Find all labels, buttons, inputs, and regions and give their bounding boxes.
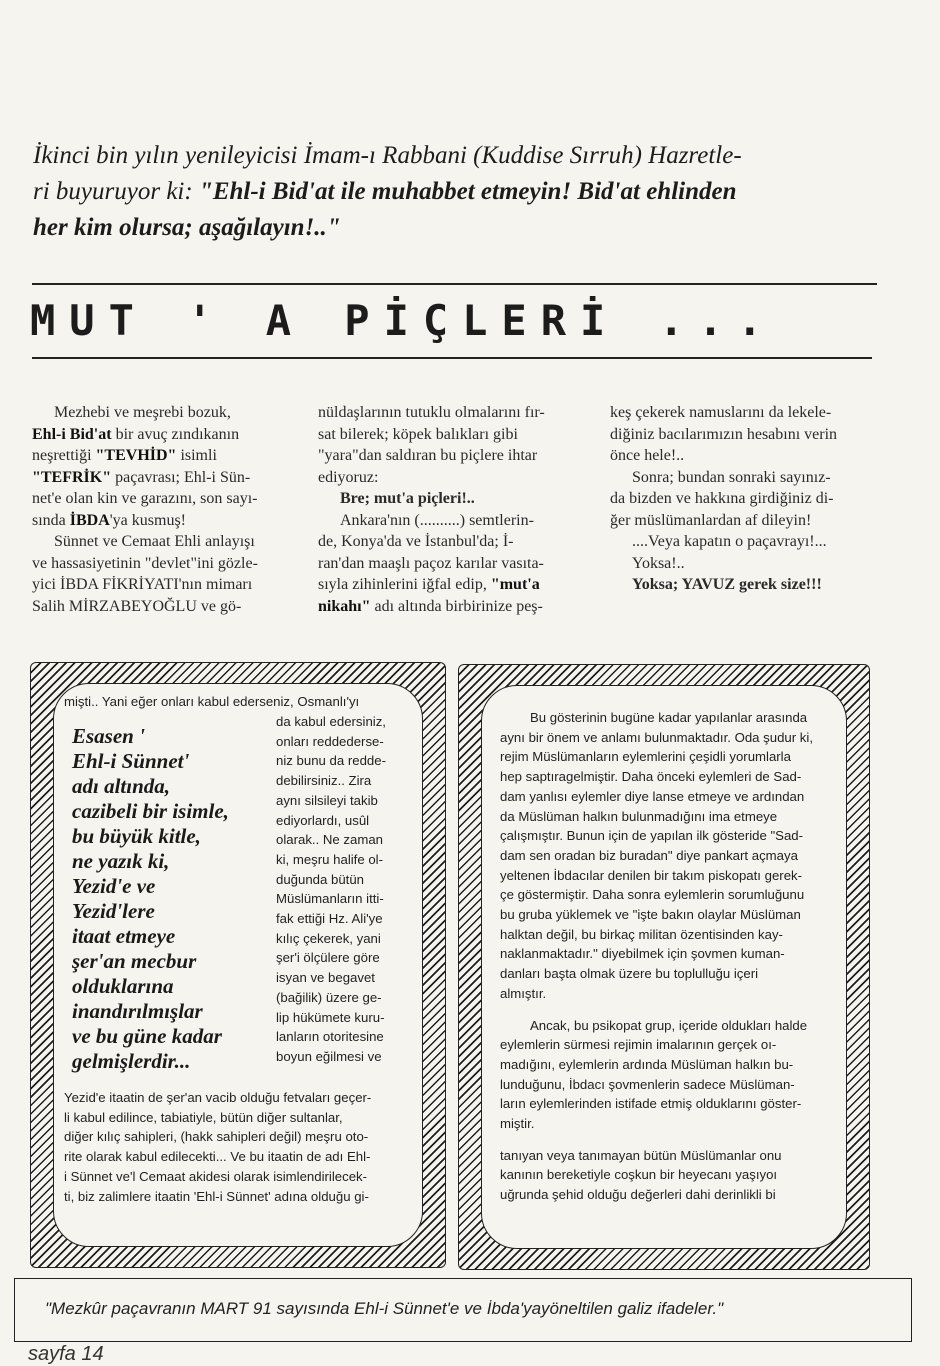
column-1-line: "TEFRİK" paçavrası; Ehl-i Sün-: [32, 468, 251, 486]
column-1-line: neşrettiği "TEVHİD" isimli: [32, 447, 217, 464]
pull-quote-line: şer'an mecbur: [72, 949, 197, 973]
column-3-line: Sonra; bundan sonraki sayınız-: [632, 468, 831, 486]
left-box-bottom-line: rite olarak kabul edilecekti... Ve bu itaatin de adı Ehl-: [64, 1149, 371, 1165]
right-box-paragraph: [500, 1146, 847, 1205]
column-2-line: "yara"dan saldıran bu piçlere ihtar: [318, 447, 538, 464]
right-box-line: aynı bir önem ve anlamı bulunmaktadır. Oda şudur ki,: [500, 729, 813, 745]
left-box-bottom-line: ti, biz zalimlere itaatin 'Ehl-i Sünnet' adına olduğu gi-: [64, 1188, 369, 1204]
intro-line-2: [33, 174, 893, 210]
emphasis: Ehl-i Bid'at: [32, 425, 112, 443]
pull-quote-line: Yezid'lere: [72, 899, 155, 923]
column-1-line: Sünnet ve Cemaat Ehli anlayışı: [54, 533, 255, 550]
caption-text: "Mezkûr paçavranın MART 91 sayısında Ehl-i Sünnet'e ve İbda'yayöneltilen galiz ifadeler.": [45, 1299, 724, 1318]
column-3-line: diğiniz bacılarımızın hesabını verin: [610, 425, 838, 443]
pull-quote-line: gelmişlerdir...: [72, 1049, 191, 1073]
right-box-line: da Müslüman halkın bulunmadığını ima etmeye: [500, 808, 778, 824]
left-box-side-line: lip hükümete kuru-: [276, 1009, 385, 1025]
pull-quote-line: adı altında,: [72, 774, 171, 798]
pull-quote-line: bu büyük kitle,: [72, 824, 201, 848]
right-box-line: dam sen oradan biz buradan" diye pankart açmaya: [500, 847, 798, 863]
left-box-inner: [53, 683, 423, 1247]
intro-line-1: İkinci bin yılın yenileyicisi İmam-ı Rabbani (Kuddise Sırruh) Hazretle-: [33, 142, 742, 169]
column-3-line: keş çekerek namuslarını da lekele-: [610, 404, 832, 421]
column-2-line: de, Konya'da ve İstanbul'da; İ-: [318, 533, 514, 550]
right-box-paragraph: [500, 708, 847, 1004]
right-box-inner: [481, 685, 847, 1249]
left-box-side-line: ediyorlardı, usûl: [276, 812, 370, 828]
intro-line-3: her kim olursa; aşağılayın!..": [33, 214, 341, 241]
right-box-line: Bu gösterinin bugüne kadar yapılanlar arasında: [530, 710, 808, 725]
column-3-line: ğer müslümanlardan af dileyin!: [610, 511, 812, 529]
right-box-line: ların eylemlerinden istifade etmiş olduklarını göster-: [500, 1096, 802, 1112]
column-1: [32, 402, 290, 617]
column-1-line: Salih MİRZABEYOĞLU ve gö-: [32, 597, 242, 615]
left-box-side-line: duğunda bütün: [276, 871, 365, 887]
right-box-line: lunduğunu, İbdacı şovmenlerin sadece Müslüman-: [500, 1076, 795, 1092]
column-1-line: Ehl-i Bid'at bir avuç zındıkanın: [32, 425, 240, 443]
left-box-bottom-line: li kabul edilince, tabiatiyle, bütün diğer sultanlar,: [64, 1109, 343, 1125]
left-box-side-line: kılıç çekerek, yani: [276, 930, 381, 946]
right-box-line: halktan değil, bu birkaç militan özentisinden kay-: [500, 926, 783, 942]
left-box-side-line: onları reddederse-: [276, 733, 384, 749]
emphasis: İBDA: [69, 511, 110, 529]
pull-quote: [72, 724, 272, 1074]
right-box-line: Ancak, bu psikopat grup, içeride oldukları halde: [530, 1017, 808, 1033]
left-box-side-text: [276, 712, 416, 1067]
pull-quote-line: ve bu güne kadar: [72, 1024, 222, 1048]
right-box-line: almıştır.: [500, 985, 547, 1001]
left-box-top-line: mişti.. Yani eğer onları kabul ederseniz, Osmanlı'yı: [64, 694, 360, 709]
left-box-side-line: ki, meşru halife ol-: [276, 851, 384, 867]
emphasis: nikahı": [318, 597, 371, 615]
left-box-side-line: boyun eğilmesi ve: [276, 1048, 382, 1064]
pull-quote-line: cazibeli bir isimle,: [72, 799, 229, 823]
left-box-side-line: niz bunu da redde-: [276, 753, 386, 769]
left-hatched-frame: [30, 662, 446, 1268]
left-box-side-line: (bağilik) üzere ge-: [276, 989, 382, 1005]
column-3-line: Yoksa!..: [632, 554, 685, 572]
right-box-line: hep saptıragelmiştir. Daha önceki eylemleri de Sad-: [500, 769, 802, 785]
right-box-line: bu gruba yüklemek ve "işte bakın olaylar Müslüman: [500, 907, 801, 923]
right-box-paragraph: [500, 1016, 847, 1134]
left-box-side-line: da kabul edersiniz,: [276, 714, 386, 729]
column-2-line: sıyla zihinlerini iğfal edip, "mut'a: [318, 576, 540, 593]
right-box-line: eylemlerin sürmesi rejimin imalarının gerçek oı-: [500, 1037, 777, 1053]
pull-quote-line: Yezid'e ve: [72, 874, 156, 898]
column-2-line: Bre; mut'a piçleri!..: [340, 490, 475, 507]
pull-quote-line: ne yazık ki,: [72, 849, 170, 873]
right-box-line: madığını, eylemlerin ardında Müslüman halkın bu-: [500, 1056, 794, 1072]
page-number: sayfa 14: [28, 1343, 104, 1365]
left-box-bottom-line: diğer kılıç sahipleri, (hakk sahipleri değil) meşru oto-: [64, 1129, 369, 1145]
left-box-side-line: Müslümanların itti-: [276, 891, 384, 907]
right-box-line: dam yanlısı eylemler diye lanse etmeye ve ardından: [500, 788, 805, 804]
caption-box: [14, 1278, 912, 1342]
left-box-side-line: fak ettiği Hz. Ali'ye: [276, 911, 383, 927]
left-box-bottom-line: i Sünnet ve'l Cemaat akidesi olarak isimlendirilecek-: [64, 1168, 368, 1184]
column-1-line: ve hassasiyetinin "devlet"ini gözle-: [32, 554, 258, 572]
right-box-line: çalışmıştır. Bunun için de yapılan ilk gösteride "Sad-: [500, 828, 804, 844]
intro-line-2-plain: ri buyuruyor ki:: [33, 178, 199, 205]
left-box-side-line: debilirsiniz.. Zira: [276, 773, 372, 789]
right-box-line: danları başta olmak üzere bu toplulluğu içeri: [500, 966, 759, 982]
column-2-line: ediyoruz:: [318, 468, 379, 486]
right-box-text: [500, 708, 847, 1205]
left-box-side-line: isyan ve begavet: [276, 970, 375, 986]
pull-quote-line: olduklarına: [72, 974, 174, 998]
intro-quote: [33, 138, 893, 246]
right-box-line: tanıyan veya tanımayan bütün Müslümanlar onu: [500, 1147, 782, 1163]
emphasis: "TEVHİD": [95, 447, 177, 464]
left-box-bottom-text: [64, 1088, 423, 1206]
column-2-line: nüldaşlarının tutuklu olmalarını fır-: [318, 404, 545, 421]
right-box-line: miştir.: [500, 1116, 535, 1132]
pull-quote-line: itaat etmeye: [72, 924, 176, 948]
emphasis: "mut'a: [490, 576, 540, 593]
column-3-line: ....Veya kapatın o paçavrayı!...: [632, 533, 827, 550]
pull-quote-line: inandırılmışlar: [72, 999, 203, 1023]
left-box-side-line: olarak.. Ne zaman: [276, 832, 384, 848]
column-1-line: yici İBDA FİKRİYATI'nın mimarı: [32, 576, 253, 593]
right-box-line: kanının bereketiyle coşkun bir heyecanı yaşıyoı: [500, 1167, 778, 1183]
left-box-side-line: şer'i ölçülere göre: [276, 950, 380, 966]
column-3-line: Yoksa; YAVUZ gerek size!!!: [632, 576, 822, 593]
right-box-line: yeltenen İbdacılar denilen bir takım piskopatı gerek-: [500, 867, 803, 883]
right-box-line: çe göstermiştir. Daha sonra eylemlerin sorumluğunu: [500, 887, 805, 903]
right-box-line: rejim Müslümanların eylemlerini çeşidli yorumlarla: [500, 749, 791, 765]
column-3-line: önce hele!..: [610, 447, 685, 464]
column-3: [610, 402, 876, 596]
left-box-bottom-line: Yezid'e itaatin de şer'an vacib olduğu fetvaları geçer-: [64, 1090, 372, 1105]
column-1-line: sında İBDA'ya kusmuş!: [32, 511, 187, 529]
column-2-line: nikahı" adı altında birbirinize peş-: [318, 597, 543, 615]
emphasis: "TEFRİK": [32, 468, 112, 486]
column-2-line: ran'dan maaşlı paçoz karılar vasıta-: [318, 554, 544, 572]
column-2-line: sat bilerek; köpek balıkları gibi: [318, 425, 518, 443]
title-top-rule: [32, 283, 877, 285]
right-box-line: naklanmaktadır." diyebilmek için şovmen kuman-: [500, 946, 785, 962]
column-1-line: net'e olan kin ve garazını, son sayı-: [32, 490, 258, 507]
pull-quote-line: Esasen ': [72, 724, 145, 748]
right-hatched-frame: [458, 664, 870, 1270]
intro-line-2-bold: "Ehl-i Bid'at ile muhabbet etmeyin! Bid'at ehlinden: [198, 178, 737, 205]
column-2: [318, 402, 586, 617]
column-1-line: Mezhebi ve meşrebi bozuk,: [54, 404, 231, 421]
article-title: MUT ' A PİÇLERİ ...: [30, 296, 777, 345]
pull-quote-line: Ehl-i Sünnet': [72, 749, 190, 773]
column-3-line: da bizden ve hakkına girdiğiniz di-: [610, 490, 834, 507]
column-2-line: Ankara'nın (..........) semtlerin-: [340, 511, 534, 529]
right-box-line: uğrunda şehid olduğu değerleri dahi derinlikli bi: [500, 1187, 776, 1203]
title-bottom-rule: [32, 357, 872, 359]
left-box-side-line: lanların otoritesine: [276, 1029, 384, 1045]
left-box-side-line: aynı silsileyi takib: [276, 792, 378, 808]
